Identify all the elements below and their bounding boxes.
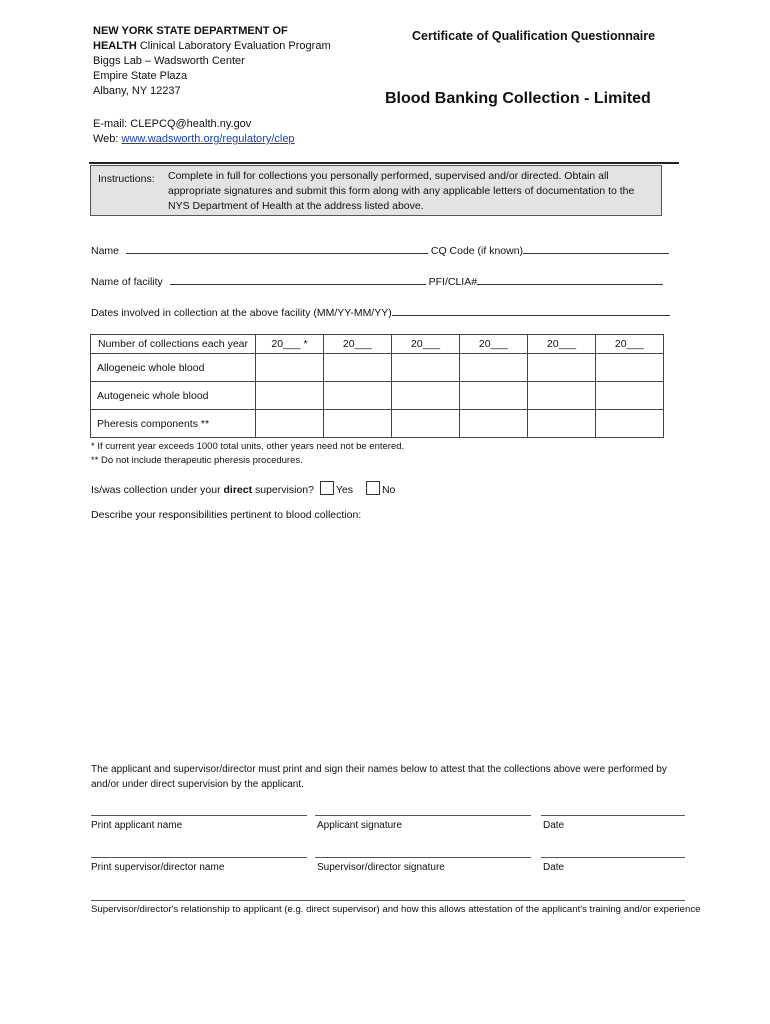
count-cell[interactable] [256, 382, 324, 410]
pfi-clia-input[interactable] [477, 274, 663, 285]
print-applicant-line[interactable] [91, 815, 307, 816]
instructions-label: Instructions: [98, 173, 155, 185]
year-header: 20___ [392, 335, 460, 354]
footnote-2: ** Do not include therapeutic pheresis procedures. [91, 455, 303, 466]
yes-label: Yes [335, 484, 354, 496]
count-cell[interactable] [596, 354, 664, 382]
count-cell[interactable] [392, 382, 460, 410]
web-label: Web: [93, 133, 122, 145]
count-cell[interactable] [596, 410, 664, 438]
agency-line1: NEW YORK STATE DEPARTMENT OF [93, 25, 288, 37]
year-header: 20___ [324, 335, 392, 354]
facility-input[interactable] [170, 274, 426, 285]
cq-code-input[interactable] [523, 243, 669, 254]
count-cell[interactable] [256, 410, 324, 438]
count-cell[interactable] [460, 354, 528, 382]
table-header-row [91, 335, 664, 354]
header-divider [89, 162, 679, 164]
supervision-question [91, 481, 395, 496]
describe-label: Describe your responsibilities pertinent to blood collection: [91, 509, 362, 521]
instructions-box [90, 165, 662, 216]
count-cell[interactable] [528, 382, 596, 410]
date1-line[interactable] [541, 815, 685, 816]
count-cell[interactable] [528, 354, 596, 382]
print-supervisor-label: Print supervisor/director name [91, 862, 225, 873]
address-line1: Biggs Lab – Wadsworth Center [93, 55, 245, 67]
facility-row [91, 274, 663, 288]
no-label: No [381, 484, 396, 496]
relationship-label: Supervisor/director's relationship to applicant (e.g. direct supervisor) and how this allows attestation of the applicant's training and/or experience [91, 904, 701, 915]
email-text: E-mail: CLEPCQ@health.ny.gov [93, 118, 252, 130]
agency-line2 [93, 39, 363, 54]
supervisor-signature-line[interactable] [315, 857, 531, 858]
relationship-line[interactable] [91, 900, 685, 901]
table-row [91, 382, 664, 410]
certificate-title: Certificate of Qualification Questionnaire [412, 29, 656, 43]
dates-label: Dates involved in collection at the above facility (MM/YY-MM/YY) [91, 307, 392, 319]
web-line [93, 132, 295, 147]
name-row [91, 243, 669, 257]
print-applicant-label: Print applicant name [91, 820, 183, 831]
no-checkbox[interactable] [366, 481, 380, 495]
agency-program: Clinical Laboratory Evaluation Program [136, 40, 331, 52]
date2-label: Date [543, 862, 565, 873]
collections-table [90, 334, 664, 438]
yes-checkbox[interactable] [320, 481, 334, 495]
count-cell[interactable] [528, 410, 596, 438]
name-label: Name [91, 245, 120, 257]
question-post: supervision? [252, 484, 314, 496]
count-cell[interactable] [460, 410, 528, 438]
dates-input[interactable] [392, 305, 670, 316]
count-cell[interactable] [392, 354, 460, 382]
contact-block [93, 117, 295, 147]
count-cell[interactable] [324, 382, 392, 410]
count-cell[interactable] [596, 382, 664, 410]
agency-block [93, 24, 363, 99]
cq-code-label: CQ Code (if known) [430, 245, 524, 257]
footnote-1: * If current year exceeds 1000 total units, other years need not be entered. [91, 441, 405, 452]
applicant-signature-line[interactable] [315, 815, 531, 816]
website-link[interactable]: www.wadsworth.org/regulatory/clep [121, 133, 295, 145]
attestation-text: The applicant and supervisor/director must print and sign their names below to attest that the collections above were performed by and/or under direct supervision by the applicant. [91, 764, 667, 790]
row-label-pheresis: Pheresis components ** [91, 410, 256, 438]
instructions-text: Complete in full for collections you personally performed, supervised and/or directed. Obtain all appropriate signatures and submit this form along with any applicable letters of documentation to the NYS Department of Health at the address listed above. [168, 170, 635, 212]
table-header-label: Number of collections each year [91, 335, 256, 354]
count-cell[interactable] [460, 382, 528, 410]
count-cell[interactable] [324, 354, 392, 382]
address-line3: Albany, NY 12237 [93, 85, 181, 97]
facility-label: Name of facility [91, 276, 163, 288]
form-title: Blood Banking Collection - Limited [385, 90, 651, 107]
question-pre: Is/was collection under your [91, 484, 224, 496]
pfi-clia-label: PFI/CLIA# [428, 276, 478, 288]
count-cell[interactable] [324, 410, 392, 438]
year-header: 20___ * [256, 335, 324, 354]
name-input[interactable] [126, 243, 428, 254]
year-header: 20___ [596, 335, 664, 354]
applicant-signature-label: Applicant signature [317, 820, 403, 831]
count-cell[interactable] [392, 410, 460, 438]
table-row [91, 410, 664, 438]
year-header: 20___ [528, 335, 596, 354]
question-bold: direct [223, 484, 253, 496]
print-supervisor-line[interactable] [91, 857, 307, 858]
year-header: 20___ [460, 335, 528, 354]
row-label-autogeneic: Autogeneic whole blood [91, 382, 256, 410]
date1-label: Date [543, 820, 565, 831]
responsibilities-area[interactable] [91, 526, 681, 746]
supervisor-signature-label: Supervisor/director signature [317, 862, 445, 873]
date2-line[interactable] [541, 857, 685, 858]
agency-health: HEALTH [93, 40, 137, 52]
table-row [91, 354, 664, 382]
address-line2: Empire State Plaza [93, 70, 188, 82]
count-cell[interactable] [256, 354, 324, 382]
row-label-allogeneic: Allogeneic whole blood [91, 354, 256, 382]
dates-row [91, 305, 670, 319]
